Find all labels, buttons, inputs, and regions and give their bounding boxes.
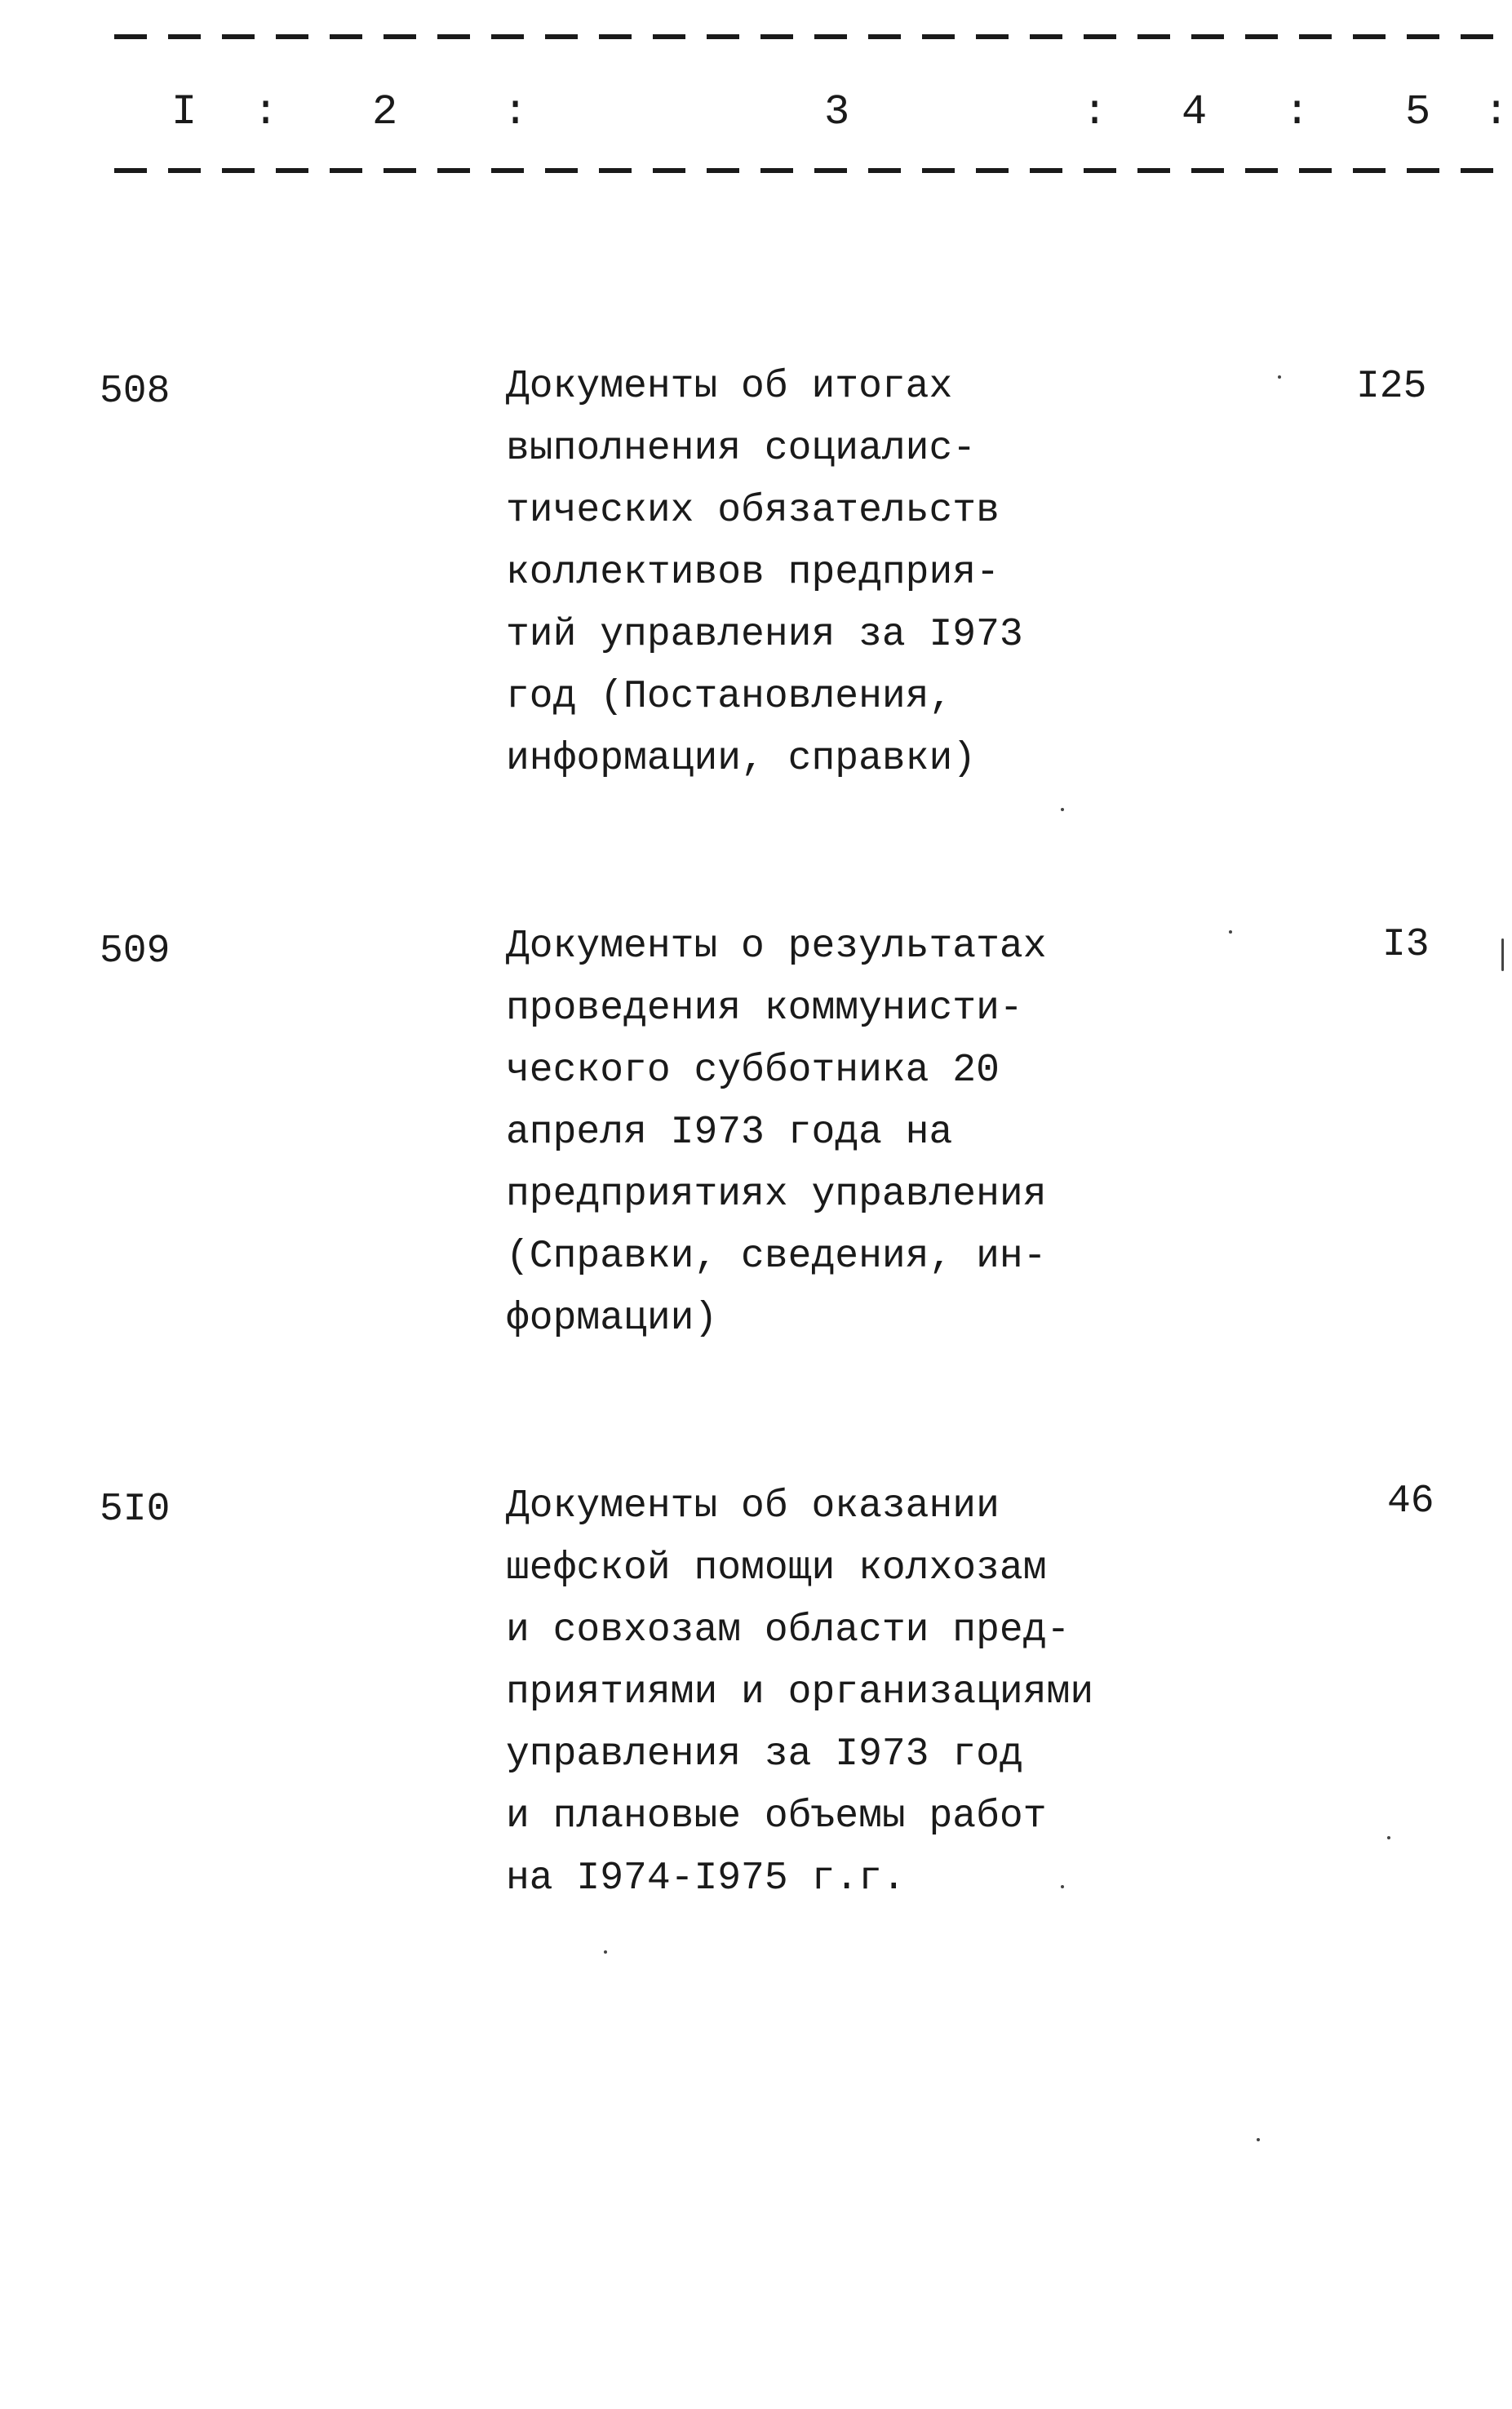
scan-mark	[1501, 938, 1504, 971]
scan-speck	[1387, 1836, 1390, 1839]
header-top-dashed-rule	[114, 34, 1512, 39]
column-separator: :	[253, 88, 279, 136]
entry-sheet-count: I3	[1382, 923, 1430, 967]
scan-speck	[1061, 808, 1064, 811]
entry-number: 5I0	[100, 1488, 171, 1532]
column-header-5: 5	[1405, 88, 1431, 136]
column-header-1: I	[171, 88, 197, 136]
entry-number: 508	[100, 370, 171, 414]
column-header-3: 3	[824, 88, 850, 136]
scan-speck	[1257, 2138, 1260, 2141]
column-header-4: 4	[1182, 88, 1208, 136]
column-separator: :	[1082, 88, 1108, 136]
scan-speck	[1278, 375, 1281, 379]
entry-title: Документы об оказании шефской помощи колхозам и совхозам области пред- приятиями и организациями управления за I973 год и плановые объемы работ на I974-I975 г.г.	[506, 1484, 1094, 1901]
scan-speck	[604, 1950, 607, 1954]
column-separator: :	[1483, 88, 1510, 136]
column-header-2: 2	[372, 88, 398, 136]
entry-number: 509	[100, 929, 171, 974]
header-bottom-dashed-rule	[114, 168, 1512, 173]
scan-speck	[1061, 1885, 1064, 1888]
entry-title: Документы об итогах выполнения социалис- тических обязательств коллективов предприя- тий управления за I973 год (Постановления, информации, справки)	[506, 365, 1023, 781]
entry-sheet-count: I25	[1356, 365, 1427, 409]
scan-speck	[1229, 930, 1232, 934]
entry-sheet-count: 46	[1387, 1480, 1434, 1524]
column-separator: :	[503, 88, 529, 136]
column-separator: :	[1284, 88, 1310, 136]
entry-title: Документы о результатах проведения коммунисти- ческого субботника 20 апреля I973 года на предприятиях управления (Справки, сведения, ин- формации)	[506, 925, 1047, 1341]
